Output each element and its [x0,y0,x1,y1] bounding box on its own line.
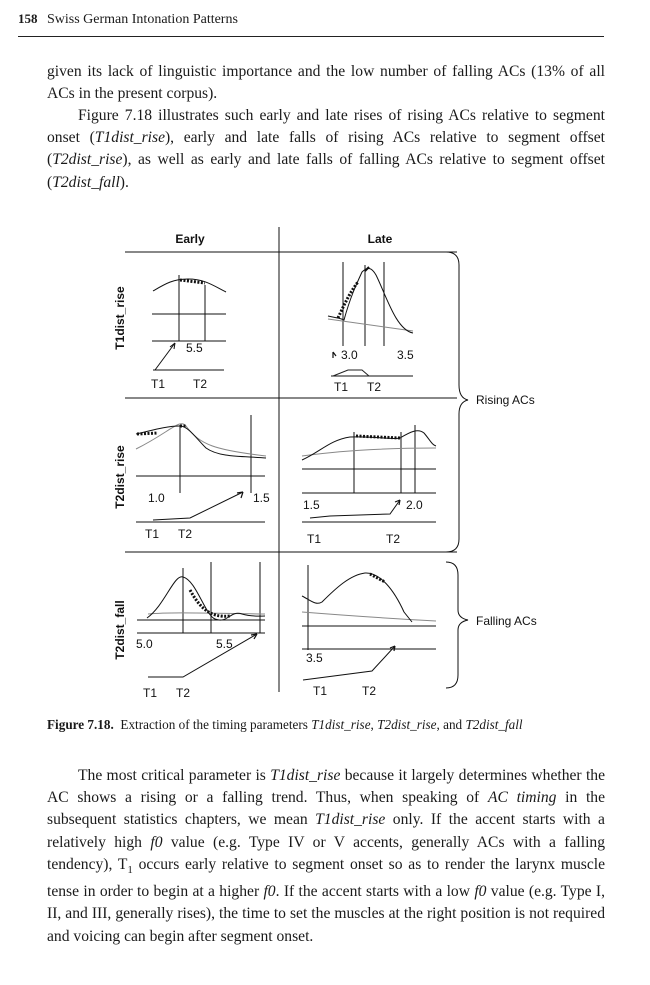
e1-value: 5.5 [186,341,203,355]
e2-t2: T2 [178,527,193,541]
e3-t2: T2 [176,686,191,700]
panel-early-t2dist-fall [137,562,265,677]
caption-label: Figure 7.18. [47,717,114,732]
e3-value-1: 5.0 [136,637,153,651]
panel-early-t1dist-rise [152,275,226,370]
brace-label-rising: Rising ACs [476,393,535,407]
column-label-late: Late [367,232,393,246]
e3-t1: T1 [143,686,158,700]
row-label-t2dist-fall: T2dist_fall [113,600,127,660]
l3-value-1: 3.5 [306,651,323,665]
l2-t2: T2 [386,532,401,546]
e2-value-1: 1.0 [148,491,165,505]
e2-value-2: 1.5 [253,491,270,505]
row-label-t1dist-rise: T1dist_rise [113,286,127,350]
l2-value-2: 2.0 [406,498,423,512]
l3-t2: T2 [362,684,377,698]
brace-falling [446,562,468,688]
l1-value-2: 3.5 [397,348,414,362]
l1-value-1: 3.0 [341,348,358,362]
paragraph-3: The most critical parameter is T1dist_rise because it largely determines whether the AC shows a rising or a falling trend. Thus, when speaking of AC timing in the subsequent statistics chapters, we mean T1dist_rise only. If the accent starts with a relatively high f0 value (e.g. Type IV or V accents, generally ACs with a falling tendency), $T_1$ occurs early relative to segment onset so as to render the larynx muscle tense in order to begin at a higher f0. If the accent starts with a low f0 value (e.g. Type I, II, and III, generally rises), the time to set the muscles at the right position is not required and voicing can begin after segment onset. [47,767,605,945]
brace-rising [446,252,468,552]
e1-t2: T2 [193,377,208,391]
e3-value-2: 5.5 [216,637,233,651]
row-label-t2dist-rise: T2dist_rise [113,445,127,509]
l1-t1: T1 [334,380,349,394]
running-title: Swiss German Intonation Patterns [47,12,238,27]
panel-early-t2dist-rise [136,415,266,522]
figure-caption: Figure 7.18. Extraction of the timing parameters T1dist_rise, T2dist_rise, and T2dist_fall [47,717,523,732]
paragraph-2: Figure 7.18 illustrates such early and late rises of rising ACs relative to segment onset (T1dist_rise), early and late falls of rising ACs relative to segment offset (T2dist_rise), as well as early and late falls of falling ACs relative to segment offset (T2dist_fall). [47,107,605,191]
l2-value-1: 1.5 [303,498,320,512]
column-label-early: Early [175,232,205,246]
page-number: 158 [18,11,38,26]
l3-t1: T1 [313,684,328,698]
paragraph-1: given its lack of linguistic importance and the low number of falling ACs (13% of all ACs in the present corpus). [47,63,605,103]
l1-t2: T2 [367,380,382,394]
e1-t1: T1 [151,377,166,391]
e2-t1: T1 [145,527,160,541]
brace-label-falling: Falling ACs [476,614,537,628]
l2-t1: T1 [307,532,322,546]
